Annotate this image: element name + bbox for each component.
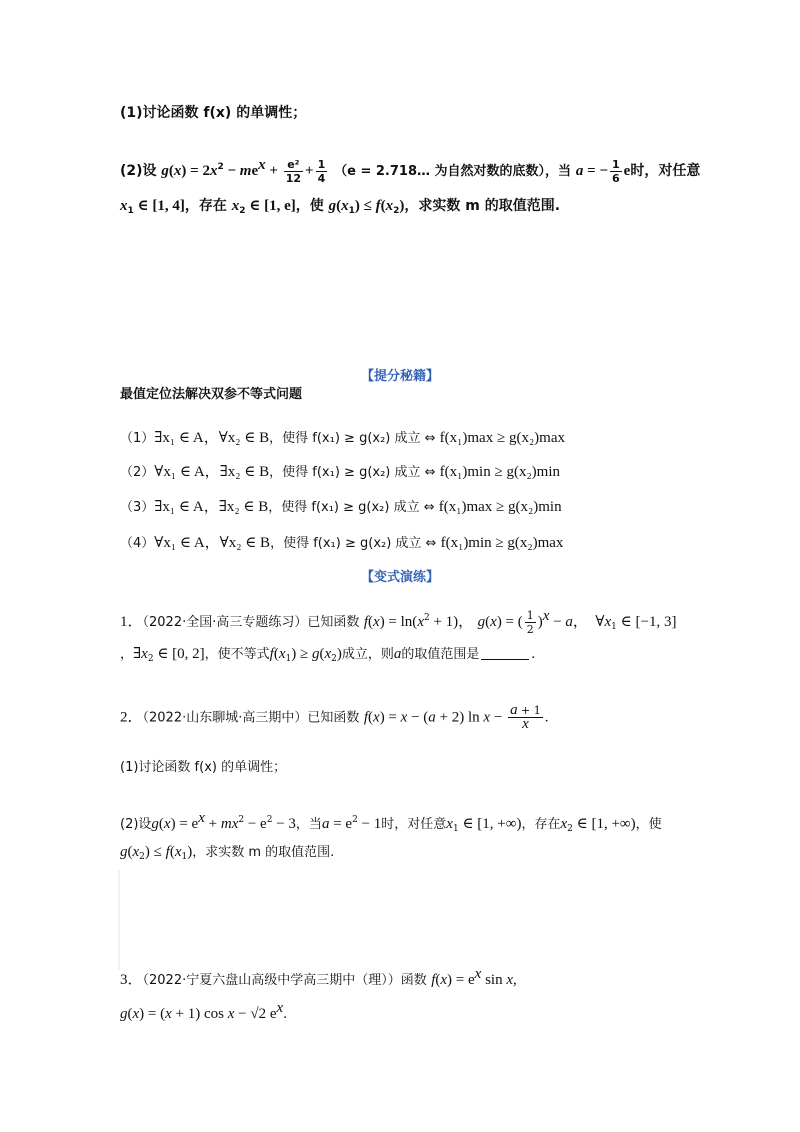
scan-mark xyxy=(118,870,120,970)
problem-2-part-1: (1)讨论函数 f(x) 的单调性； xyxy=(120,760,287,775)
fraction-e2-over-12: $\frac{\text{e²}}{12}$ xyxy=(285,157,302,185)
question-part-1: (1)讨论函数 f(x) 的单调性； xyxy=(120,105,307,121)
tips-title: 最值定位法解决双参不等式问题 xyxy=(120,387,303,402)
problem-2-part-2-line-1: (2)设$g(x) = e^x + mx^2 - e^2 - 3$，当$a = e^2 - 1$时，对任意$x_1$ ∈ [1, +∞)，存在$x_2$ ∈ [1, +∞)，使 xyxy=(120,810,662,834)
tips-item-4: （4）∀x₁ ∈ A，∀x₂ ∈ B，使得 f(x₁) ≥ g(x₂) 成立 ⇔ f(x₁)min ≥ g(x₂)max xyxy=(120,535,564,551)
tips-item-2: （2）∀x₁ ∈ A，∃x₂ ∈ B，使得 f(x₁) ≥ g(x₂) 成立 ⇔ f(x₁)min ≥ g(x₂)min xyxy=(120,464,561,480)
problem-2-part-2-line-2: $g(x_2) \le f(x_1)$，求实数 m 的取值范围. xyxy=(120,844,335,862)
problem-1-line-2: ，$\exists x_2$ ∈ [0, 2]，使不等式$f(x_1) \ge g(x_2)$成立，则a的取值范围是 . xyxy=(120,646,536,664)
tips-item-1: （1）∃x₁ ∈ A，∀x₂ ∈ B，使得 f(x₁) ≥ g(x₂) 成立 ⇔ f(x₁)max ≥ g(x₂)max xyxy=(120,430,565,446)
tips-heading: 【提分秘籍】 xyxy=(360,369,439,384)
question-part-2-line-2: $x_1$ ∈ [1, 4]，存在 $x_2$ ∈ [1, e]，使 $g(x_1) \le f(x_2)$，求实数 m 的取值范围. xyxy=(120,198,561,216)
problem-2-line-1: 2．（2022·山东聊城·高三期中）已知函数 f(x) = x − (a + 2) ln x − $\frac{a + 1}{x}$ . xyxy=(120,702,549,732)
answer-blank xyxy=(481,645,529,660)
fraction-1-over-4: $\frac{1}{4}$ xyxy=(317,157,326,185)
problem-3-line-2: g(x) = (x + 1) cos x − √2 $e^x$. xyxy=(120,1000,287,1022)
problem-3-line-1: 3．（2022·宁夏六盘山高级中学高三期中（理））函数 $f(x) = e^x$ sin x, xyxy=(120,966,517,988)
fraction-1-over-6: $\frac{1}{6}$ xyxy=(612,157,620,185)
question-part-2-line-1: (2)设 $g(x) = 2x^2 - me^x$ + $\frac{\text{e²}}{12}$ + $\frac{1}{4}$ （e = 2.718… 为自然对数的底数），当 a = − $\frac{1}{6}$ e时，对任意 xyxy=(120,157,701,185)
problem-1-line-1: 1．（2022·全国·高三专题练习）已知函数 $f(x) = \ln(x^2 + 1)$， g(x) = ( $\frac{1}{2}$ )$^x$ − a， $\forall x_1$ ∈ [−1, 3] xyxy=(120,608,677,636)
tips-item-3: （3）∃x₁ ∈ A，∃x₂ ∈ B，使得 f(x₁) ≥ g(x₂) 成立 ⇔ f(x₁)max ≥ g(x₂)min xyxy=(120,499,562,515)
practice-heading: 【变式演练】 xyxy=(360,570,439,585)
